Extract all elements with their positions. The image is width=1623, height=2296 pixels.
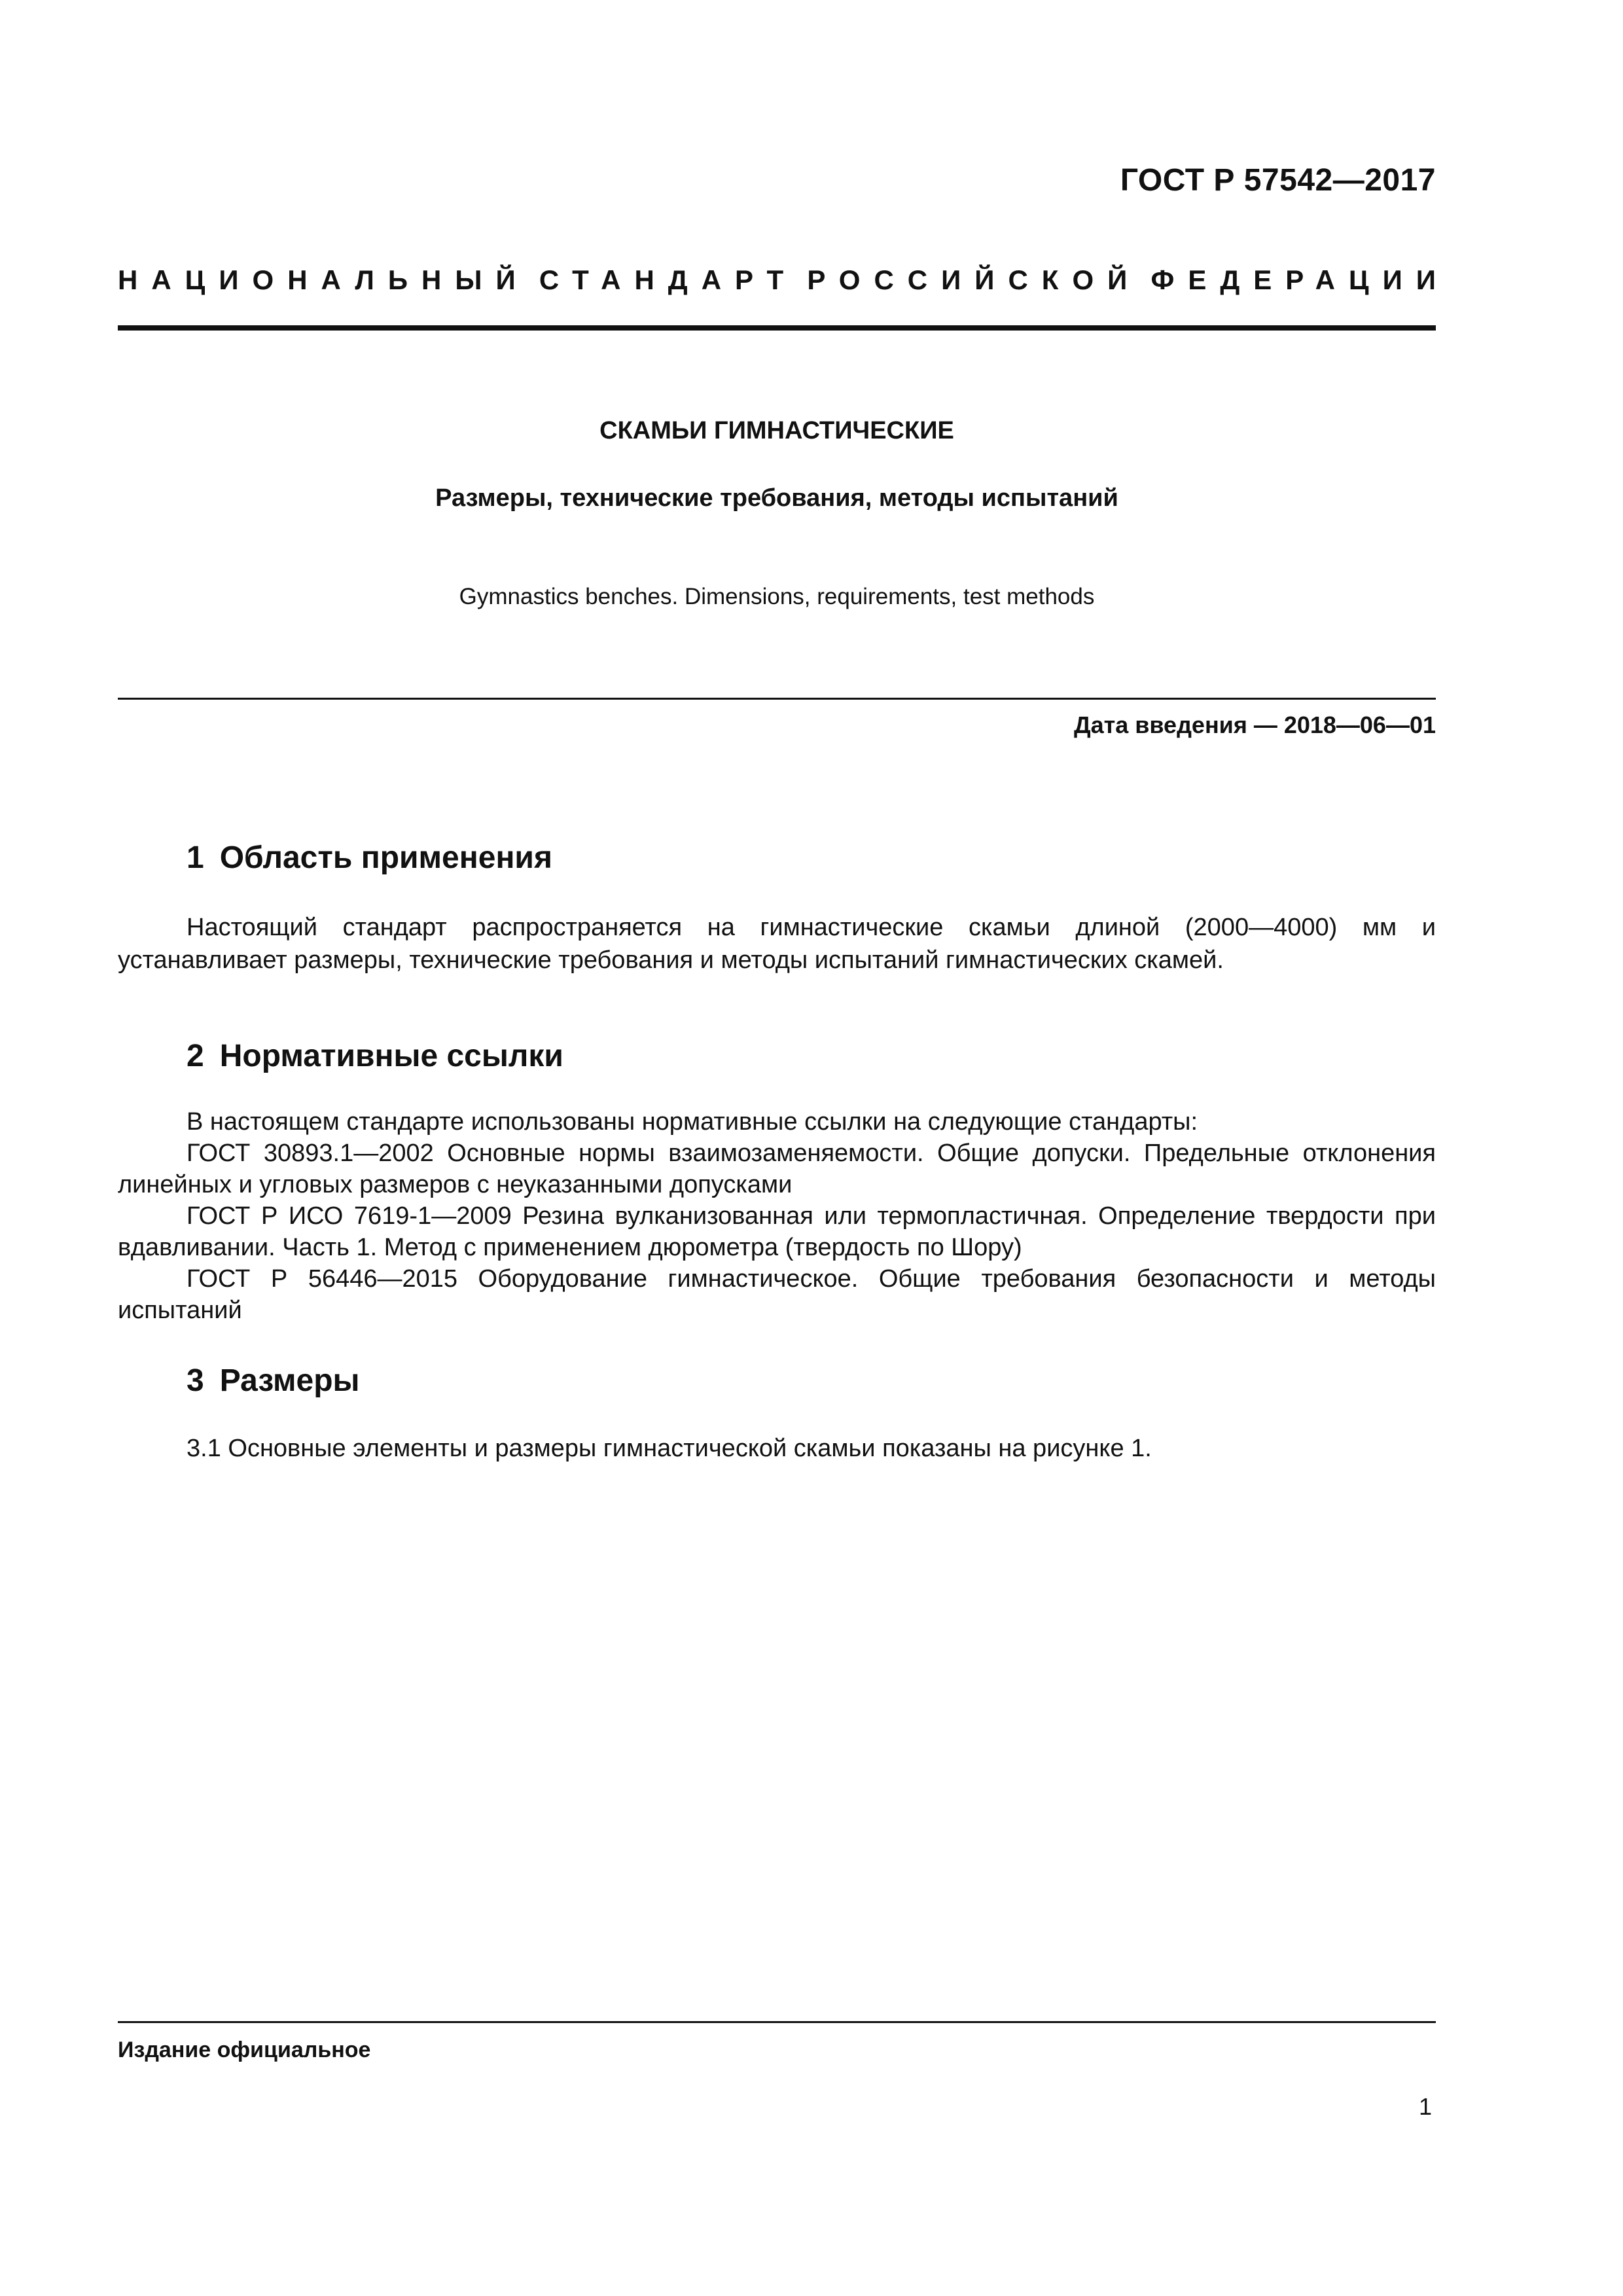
section-number: 1	[187, 840, 204, 875]
introduction-date: Дата введения — 2018—06—01	[1073, 711, 1436, 738]
section-number: 2	[187, 1039, 204, 1073]
references-list	[118, 1106, 1436, 1326]
official-edition-label: Издание официальное	[118, 2037, 371, 2062]
section-number: 3	[187, 1363, 204, 1398]
banner-word: РОССИЙСКОЙ	[807, 264, 1141, 295]
english-title: Gymnastics benches. Dimensions, requirements, test methods	[459, 584, 1095, 609]
document-title: СКАМЬИ ГИМНАСТИЧЕСКИЕ	[599, 417, 954, 444]
references-intro: В настоящем стандарте использованы нормативные ссылки на следующие стандарты:	[187, 1108, 1198, 1136]
banner-word: ФЕДЕРАЦИИ	[1150, 264, 1450, 295]
reference-item: ГОСТ Р ИСО 7619-1—2009 Резина вулканизованная или термопластичная. Определение твердости при вдавливании. Часть 1. Метод с применением дюрометра (твердость по Шору)	[118, 1202, 1436, 1261]
page-number: 1	[1418, 2093, 1432, 2120]
footer-divider	[118, 2021, 1436, 2023]
section-heading-scope	[187, 840, 552, 876]
national-standard-banner	[118, 264, 1450, 296]
header-divider	[118, 325, 1436, 331]
title-divider	[118, 698, 1436, 700]
document-number: ГОСТ Р 57542—2017	[1120, 163, 1436, 198]
section-heading-references	[187, 1038, 563, 1074]
banner-word: СТАНДАРТ	[539, 264, 798, 295]
section-title: Размеры	[219, 1363, 360, 1398]
reference-item: ГОСТ Р 56446—2015 Оборудование гимнастическое. Общие требования безопасности и методы испытаний	[118, 1265, 1436, 1324]
banner-word: НАЦИОНАЛЬНЫЙ	[118, 264, 529, 295]
section-title: Нормативные ссылки	[219, 1039, 563, 1073]
reference-item: ГОСТ 30893.1—2002 Основные нормы взаимозаменяемости. Общие допуски. Предельные отклонения линейных и угловых размеров с неуказанными допусками	[118, 1139, 1436, 1198]
dimensions-paragraph: 3.1 Основные элементы и размеры гимнастической скамьи показаны на рисунке 1.	[187, 1435, 1152, 1462]
document-subtitle: Размеры, технические требования, методы испытаний	[435, 484, 1118, 512]
section-title: Область применения	[219, 840, 552, 875]
scope-paragraph: Настоящий стандарт распространяется на гимнастические скамьи длиной (2000—4000) мм и устанавливает размеры, технические требования и методы испытаний гимнастических скамей.	[118, 914, 1436, 974]
section-heading-dimensions	[187, 1363, 360, 1399]
